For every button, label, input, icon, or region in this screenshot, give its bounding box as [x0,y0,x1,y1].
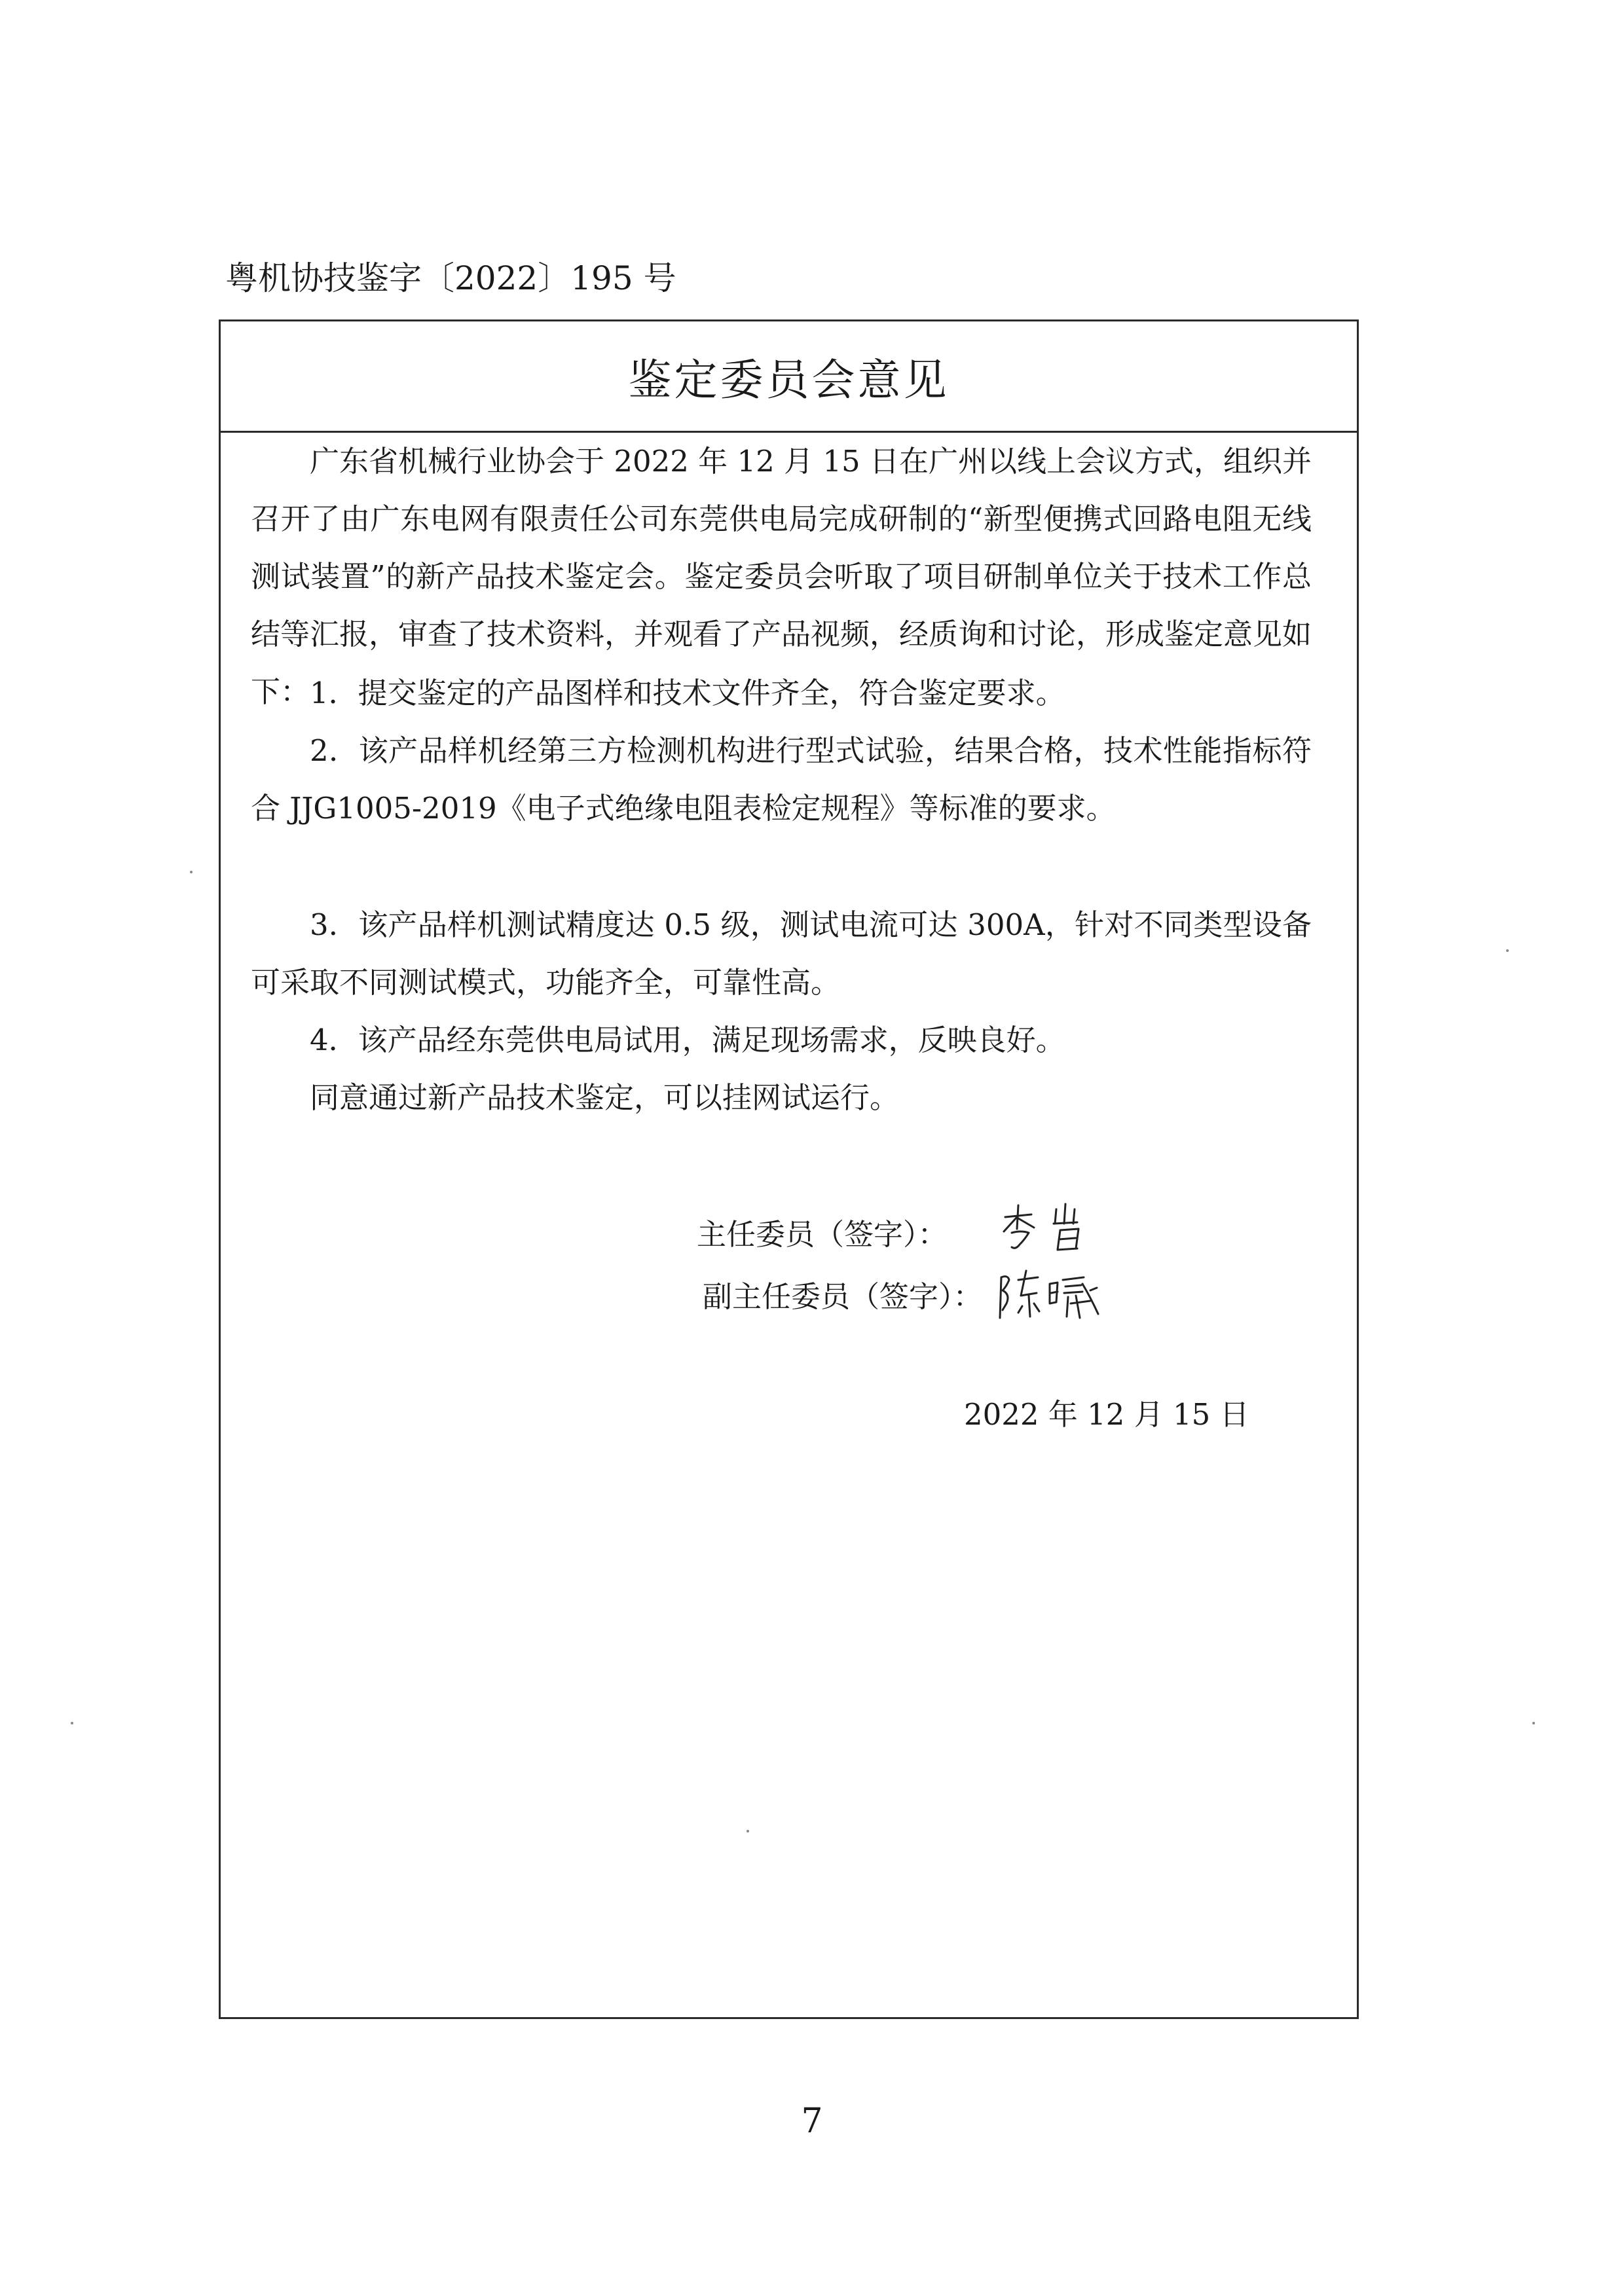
page-number: 7 [801,2102,823,2141]
document-number: 粤机协技鉴字〔2022〕195 号 [225,259,676,297]
form-title: 鉴定委员会意见 [628,355,950,405]
scan-speck [71,1722,73,1724]
intro-paragraph: 广东省机械行业协会于 2022 年 12 月 15 日在广州以线上会议方式，组织并召开了由广东电网有限责任公司东莞供电局完成研制的“新型便携式回路电阻无线测试装置”的新产品技术鉴定会。鉴定委员会听取了项目研制单位关于技术工作总结等汇报，审查了技术资料，并观看了产品视频，经质询和讨论，形成鉴定意见如下： [251,444,1312,709]
opinion-item-4: 4．该产品经东莞供电局试用，满足现场需求，反映良好。 [310,1023,1065,1057]
scan-speck [1532,1722,1535,1724]
opinion-item-3: 3．该产品样机测试精度达 0.5 级，测试电流可达 300A，针对不同类型设备可采取不同测试模式，功能齐全，可靠性高。 [251,907,1312,1000]
opinion-item-2: 2．该产品样机经第三方检测机构进行型式试验，结果合格，技术性能指标符合 JJG1005-2019《电子式绝缘电阻表检定规程》等标准的要求。 [251,733,1312,826]
title-row [221,321,1357,433]
scan-speck [747,1830,749,1832]
conclusion-paragraph: 同意通过新产品技术鉴定，可以挂网试运行。 [310,1080,900,1115]
sign-date: 2022 年 12 月 15 日 [964,1397,1249,1432]
scan-speck [1506,949,1509,952]
vice-chair-handwritten-signature [992,1264,1110,1326]
chair-handwritten-signature [992,1197,1116,1256]
opinion-form [219,319,1359,2019]
scan-speck [190,871,193,873]
vice-chair-signature-label: 副主任委员（签字）： [703,1279,983,1314]
chair-signature-label: 主任委员（签字）： [697,1217,948,1252]
opinion-item-1: 1．提交鉴定的产品图样和技术文件齐全，符合鉴定要求。 [310,676,1065,710]
